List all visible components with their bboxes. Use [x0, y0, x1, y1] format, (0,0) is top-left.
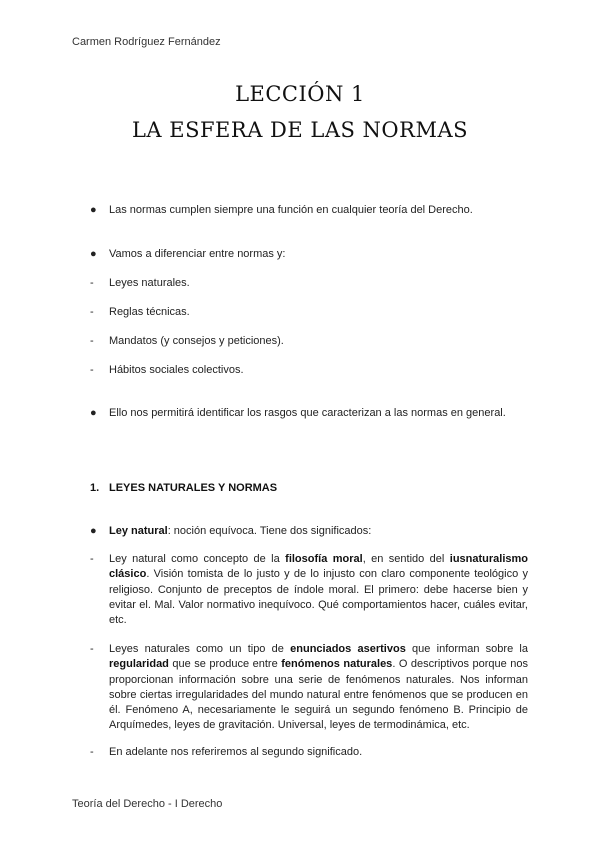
bullet-text: Las normas cumplen siempre una función en cualquier teoría del Derecho.	[109, 204, 473, 216]
dash-marker: -	[90, 364, 94, 376]
lesson-title	[0, 76, 600, 148]
dash-marker: -	[90, 746, 94, 758]
page-footer: Teoría del Derecho - I Derecho	[72, 798, 223, 810]
section-title: LEYES NATURALES Y NORMAS	[109, 482, 278, 494]
term-bold: Ley natural	[109, 525, 168, 537]
dash-marker: -	[90, 643, 94, 655]
section-number: 1.	[90, 482, 100, 494]
paragraph-note: En adelante nos referiremos al segundo significado.	[109, 746, 363, 758]
bullet-text: Vamos a diferenciar entre normas y:	[109, 248, 286, 260]
bullet-text: Ley natural: noción equívoca. Tiene dos significados:	[109, 525, 372, 537]
lesson-number: LECCIÓN 1	[235, 82, 365, 106]
list-item: Mandatos (y consejos y peticiones).	[109, 335, 284, 347]
bullet-icon: ●	[90, 248, 97, 260]
page-header-author: Carmen Rodríguez Fernández	[72, 36, 221, 48]
bullet-icon: ●	[90, 407, 97, 419]
bullet-icon: ●	[90, 525, 97, 537]
list-item: Leyes naturales.	[109, 277, 190, 289]
section-heading	[90, 482, 277, 494]
list-item: Reglas técnicas.	[109, 306, 190, 318]
dash-marker: -	[90, 553, 94, 565]
lesson-name: LA ESFERA DE LAS NORMAS	[131, 118, 469, 142]
list-item: Hábitos sociales colectivos.	[109, 364, 244, 376]
bullet-icon: ●	[90, 204, 97, 216]
paragraph-moral: Ley natural como concepto de la filosofía moral, en sentido del iusnaturalismo clásico. Visión tomista de lo justo y de lo injusto con claro componente teológico y religioso. Conjunto de preceptos de índole moral. El primero: debe hacerse bien y evitar el. Mal. Valor normativo inequívoco. Qué comportamientos hacer, cuáles evitar, etc.	[109, 553, 529, 627]
paragraph-natural: Leyes naturales como un tipo de enunciados asertivos que informan sobre la regularidad que se produce entre fenómenos naturales. O descriptivos porque nos proporcionan información sobre una serie de fenómenos naturales. Nos informan sobre ciertas irregularidades del mundo natural entre fenómenos que se producen en él. Fenómeno A, necesariamente le seguirá un segundo fenómeno B. Principio de Arquímedes, leyes de gravitación. Universal, leyes de termodinámica, etc.	[109, 643, 529, 732]
dash-marker: -	[90, 306, 94, 318]
bullet-text: Ello nos permitirá identificar los rasgos que caracterizan a las normas en general.	[109, 407, 506, 419]
dash-marker: -	[90, 335, 94, 347]
dash-marker: -	[90, 277, 94, 289]
